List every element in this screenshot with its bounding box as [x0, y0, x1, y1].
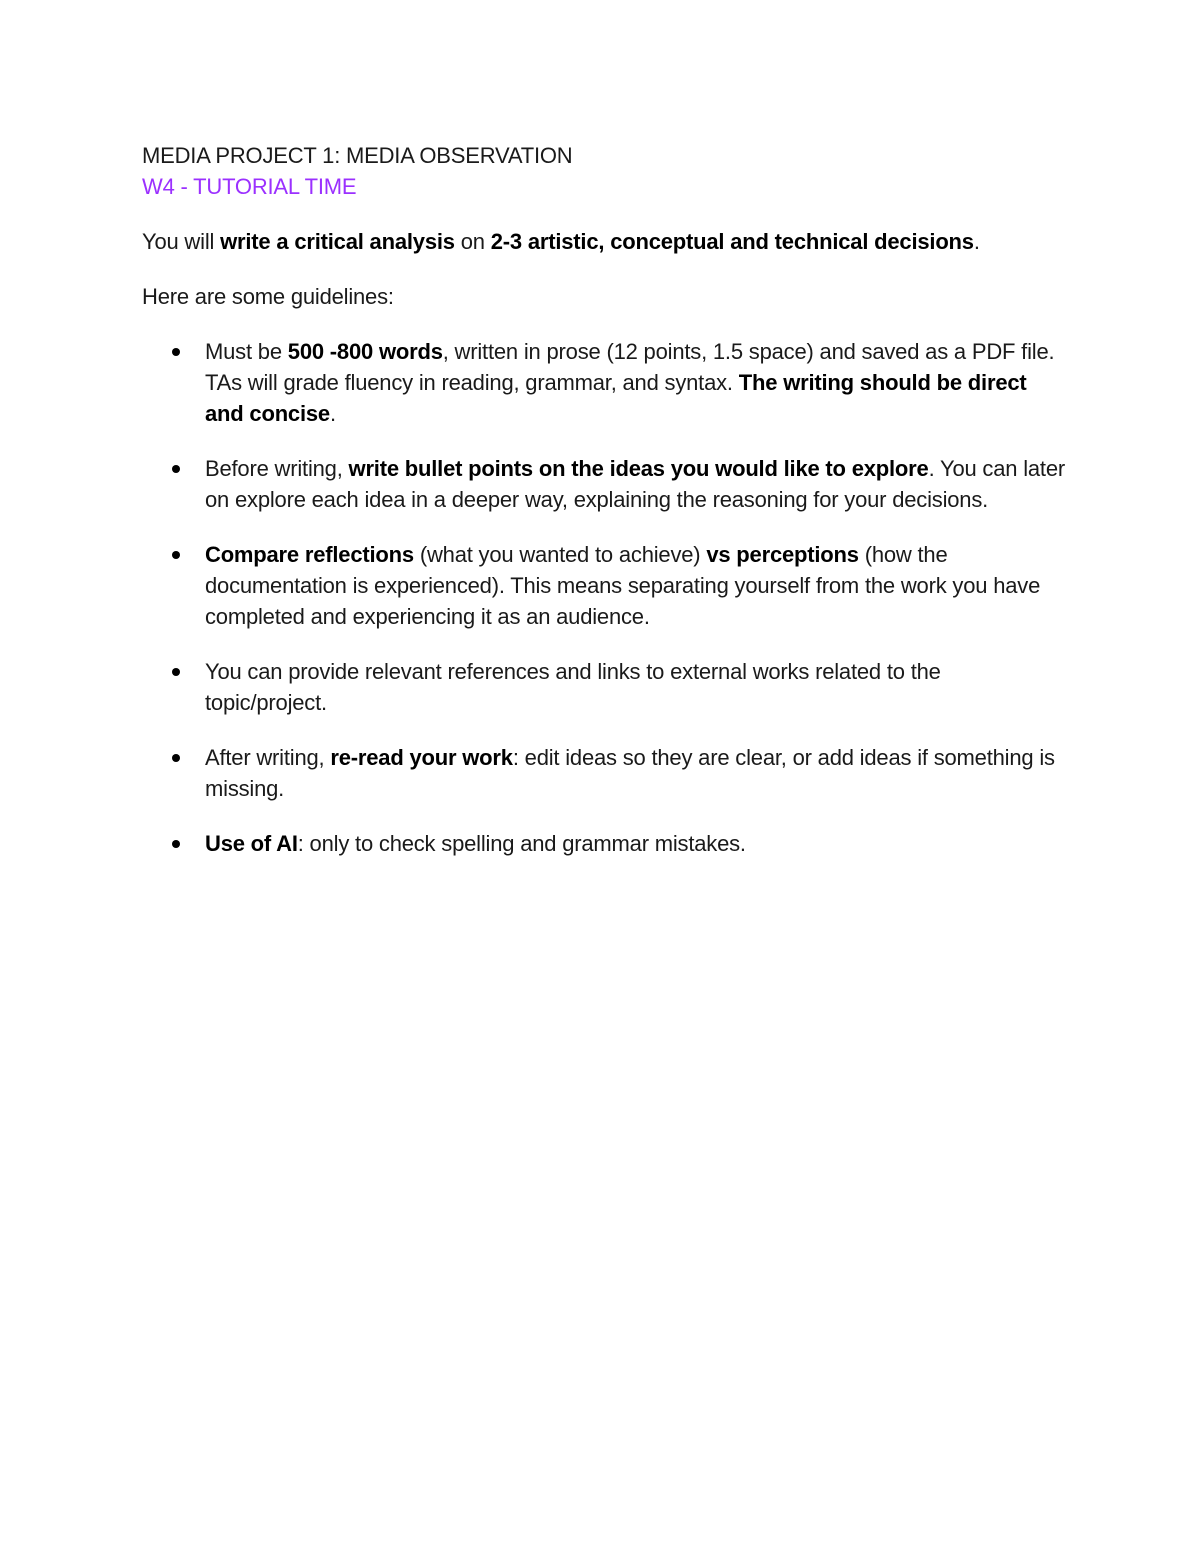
list-item: [142, 828, 1065, 859]
bullet-text: (how the documentation is experienced). This means separating yourself from the work you have completed and experiencing it as an audience.: [205, 542, 1041, 629]
bullet-text: .: [329, 401, 336, 426]
list-item: [142, 742, 1065, 804]
intro-text-1: You will: [142, 229, 221, 254]
intro-text-3: .: [973, 229, 980, 254]
bullet-bold: 500 -800 words: [287, 339, 443, 364]
bullet-text: . You can later on explore each idea in a deeper way, explaining the reasoning for your decisions.: [205, 456, 1066, 512]
bullet-dot-icon: [172, 754, 180, 762]
page-title: MEDIA PROJECT 1: MEDIA OBSERVATION: [142, 143, 573, 168]
bullet-dot-icon: [172, 668, 180, 676]
bullet-bold: Compare reflections: [205, 542, 414, 567]
bullet-dot-icon: [172, 465, 180, 473]
bullet-text: : only to check spelling and grammar mistakes.: [297, 831, 746, 856]
bullet-text: Must be: [205, 339, 288, 364]
bullet-text: : edit ideas so they are clear, or add ideas if something is missing.: [205, 745, 1055, 801]
bullet-bold: The writing should be direct and concise: [205, 370, 1027, 426]
bullet-bold: Use of AI: [205, 831, 298, 856]
intro-bold-1: write a critical analysis: [220, 229, 455, 254]
bullet-dot-icon: [172, 348, 180, 356]
bullet-bold: re-read your work: [330, 745, 513, 770]
document-page: [142, 140, 1066, 883]
bullet-text: (what you wanted to achieve): [413, 542, 707, 567]
intro-bold-2: 2-3 artistic, conceptual and technical decisions: [490, 229, 974, 254]
bullet-dot-icon: [172, 840, 180, 848]
bullet-dot-icon: [172, 551, 180, 559]
bullet-text: You can provide relevant references and links to external works related to the topic/project.: [205, 659, 941, 715]
guidelines-label: Here are some guidelines:: [142, 284, 394, 309]
list-item: [142, 453, 1065, 515]
bullet-text: , written in prose (12 points, 1.5 space) and saved as a PDF file. TAs will grade fluency in reading, grammar, and syntax.: [205, 339, 1055, 395]
bullet-text: After writing,: [205, 745, 331, 770]
list-item: [142, 336, 1065, 429]
intro-paragraph: [142, 226, 1062, 257]
list-item: [142, 539, 1065, 632]
list-item: [142, 656, 1065, 718]
guidelines-list: [142, 336, 1066, 859]
intro-text-2: on: [454, 229, 491, 254]
bullet-text: Before writing,: [205, 456, 349, 481]
page-subtitle: W4 - TUTORIAL TIME: [142, 174, 357, 199]
bullet-bold: write bullet points on the ideas you would like to explore: [348, 456, 929, 481]
bullet-bold: vs perceptions: [706, 542, 859, 567]
